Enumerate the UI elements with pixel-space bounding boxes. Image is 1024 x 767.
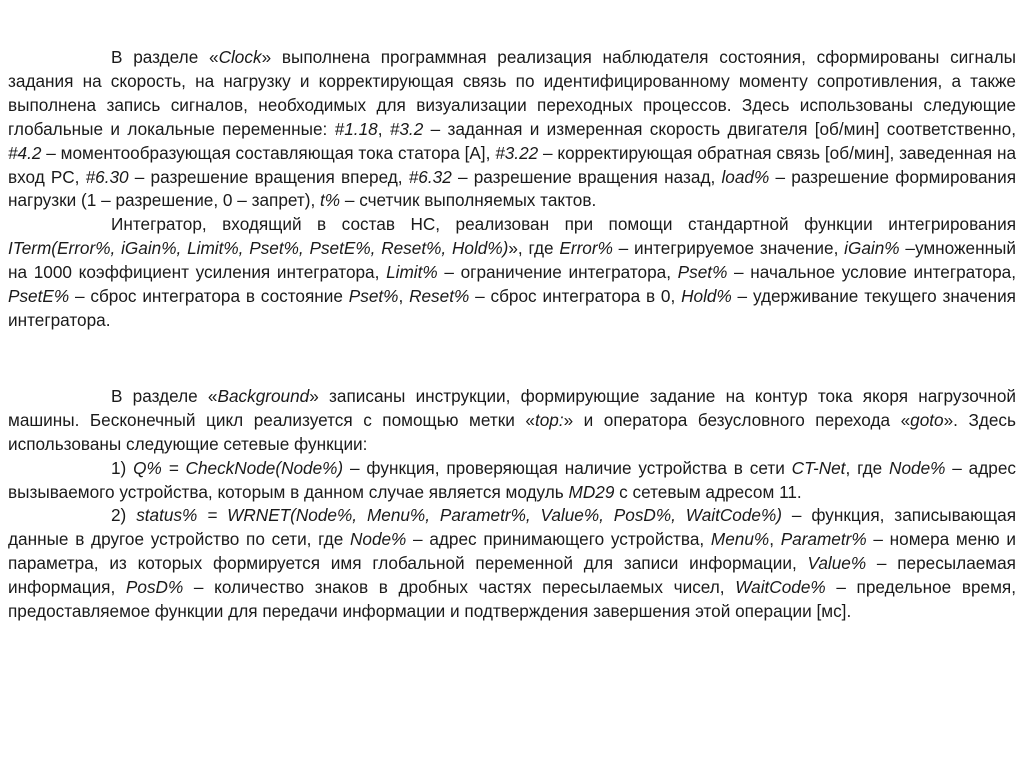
italic-term: load% [721, 166, 770, 187]
text-run: ». Здесь использованы следующие сетевые функции: [8, 409, 1016, 454]
italic-term: top: [534, 409, 564, 430]
text-run: – адрес принимающего устройства, [406, 529, 711, 550]
text-run: –умноженный на 1000 коэффициент усиления интегратора, [8, 238, 1017, 283]
italic-term: Parametr% [780, 529, 867, 550]
italic-term: Value% [807, 553, 867, 574]
text-run: – разрешение вращения вперед, [128, 166, 409, 187]
text-run: В разделе « [111, 47, 219, 67]
text-run: В разделе « [111, 385, 218, 406]
italic-term: Reset% [409, 286, 470, 307]
italic-term: PsetE% [8, 286, 70, 307]
text-run: – заданная и измеренная скорость двигателя [об/мин] соответственно, [423, 118, 1016, 139]
italic-term: Menu% [710, 529, 770, 550]
italic-term: Background [217, 385, 310, 406]
section-gap [8, 333, 1016, 385]
section-clock [8, 46, 1016, 333]
italic-term: #1.18 [334, 118, 378, 139]
italic-term: Q% = CheckNode(Node%) [133, 457, 344, 478]
italic-term: goto [910, 409, 944, 430]
italic-term: CT-Net [791, 457, 846, 478]
text-run: – функция, записывающая данные в другое устройство по сети, где [8, 505, 1016, 550]
text-run: – количество знаков в дробных частях пересылаемых чисел, [183, 577, 736, 598]
text-run: – сброс интегратора в 0, [469, 286, 682, 307]
italic-term: #6.30 [85, 166, 129, 187]
text-run: – корректирующая обратная связь [об/мин], заведенная на вход РС, [8, 142, 1016, 187]
paragraph-checknode-function [8, 457, 1016, 505]
text-run: , [769, 529, 781, 550]
italic-term: Error% [559, 238, 613, 259]
italic-term: t% [320, 190, 341, 211]
text-run: – сброс интегратора в состояние [69, 286, 349, 307]
italic-term: #3.2 [389, 118, 424, 139]
italic-term: Node% [889, 457, 946, 478]
italic-term: Pset% [677, 262, 728, 283]
italic-term: WaitCode% [735, 577, 826, 598]
text-run: с сетевым адресом 11. [614, 481, 802, 502]
text-run: – разрешение формирования нагрузки (1 – разрешение, 0 – запрет), [8, 166, 1016, 211]
document-page [8, 46, 1016, 624]
text-run: 2) [111, 505, 137, 526]
italic-term: Pset% [348, 286, 399, 307]
text-run: » выполнена программная реализация наблюдателя состояния, сформированы сигналы задания на скорость, на нагрузку и корректирующая связь по идентифицированному моменту сопротивления, а также выполнена запись сигналов, необходимых для визуализации переходных процессов. Здесь использованы следующие глобальные и локальные переменные: [8, 47, 1016, 139]
text-run: – интегрируемое значение, [612, 238, 845, 259]
italic-term: ITerm(Error%, iGain%, Limit%, Pset%, PsetE%, Reset%, Hold%) [8, 238, 509, 259]
italic-term: Hold% [681, 286, 732, 307]
text-run: – пересылаемая информация, [8, 553, 1016, 598]
italic-term: iGain% [844, 238, 900, 259]
paragraph-clock-description [8, 46, 1016, 213]
text-run: – номера меню и параметра, из которых формируется имя глобальной переменной для записи информации, [8, 529, 1016, 574]
paragraph-wrnet-function [8, 504, 1016, 624]
text-run: – функция, проверяющая наличие устройства в сети [343, 457, 792, 478]
italic-term: #3.22 [495, 142, 539, 163]
text-run: – предельное время, предоставляемое функции для передачи информации и подтверждения завершения этой операции [мс]. [8, 577, 1016, 622]
italic-term: status% = WRNET(Node%, Menu%, Parametr%, Value%, PosD%, WaitCode%) [136, 505, 782, 526]
text-run: 1) [111, 457, 134, 478]
text-run: – адрес вызываемого устройства, которым в данном случае является модуль [8, 457, 1016, 502]
paragraph-background-description [8, 385, 1016, 457]
text-run: , [377, 118, 390, 139]
text-run: – удерживание текущего значения интегратора. [8, 286, 1016, 330]
italic-term: #4.2 [8, 142, 42, 163]
text-run: » и оператора безусловного перехода « [563, 409, 911, 430]
text-run: Интегратор, входящий в состав НС, реализован при помощи стандартной функции интегрирования [111, 214, 1016, 235]
italic-term: Limit% [386, 262, 438, 283]
paragraph-integrator-description [8, 213, 1016, 333]
section-background [8, 385, 1016, 624]
italic-term: #6.32 [408, 166, 452, 187]
text-run: , [398, 286, 410, 307]
text-run: – ограничение интегратора, [437, 262, 678, 283]
italic-term: Node% [349, 529, 407, 550]
italic-term: PosD% [125, 577, 184, 598]
text-run: – моментообразующая составляющая тока статора [А], [41, 142, 496, 163]
text-run: », где [508, 238, 560, 259]
text-run: , где [845, 457, 890, 478]
text-run: – счетчик выполняемых тактов. [340, 190, 597, 211]
text-run: – разрешение вращения назад, [451, 166, 722, 187]
italic-term: MD29 [568, 481, 615, 502]
text-run: – начальное условие интегратора, [727, 262, 1016, 283]
italic-term: Clock [218, 47, 262, 67]
text-run: » записаны инструкции, формирующие задание на контур тока якоря нагрузочной машины. Бесконечный цикл реализуется с помощью метки « [8, 385, 1016, 430]
